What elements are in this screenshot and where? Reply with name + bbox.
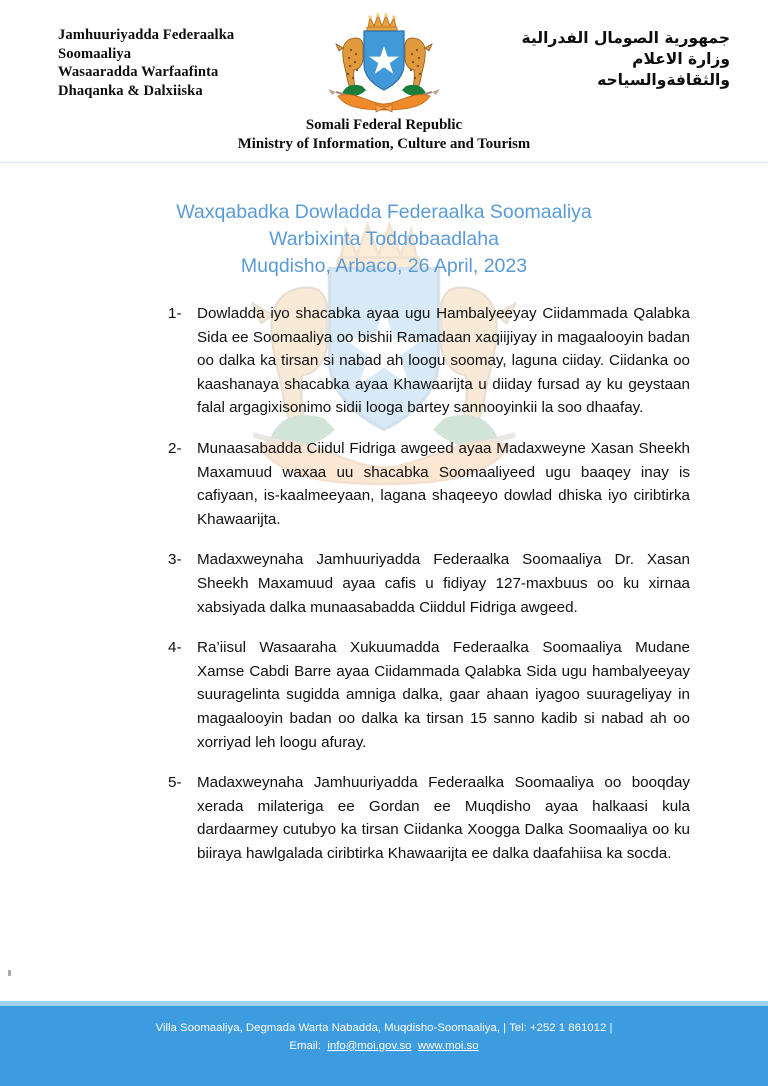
document-title-line-2: Warbixinta Toddobaadlaha — [269, 228, 499, 250]
document-content — [0, 163, 768, 865]
footer-website-link[interactable]: www.moi.so — [417, 1039, 479, 1052]
somali-coat-of-arms-icon — [318, 8, 450, 116]
document-title-line-3: Muqdisho, Arbaco, 26 April, 2023 — [240, 255, 528, 277]
document-header — [0, 0, 768, 163]
document-body — [0, 163, 768, 1001]
list-item-text: Madaxweynaha Jamhuuriyadda Federaalka Soomaaliya Dr. Xasan Sheekh Maxamuud ayaa cafis u fidiyay 127-maxbuus oo ku xirnaa xabsiyada dalka munaasabadda Ciiddul Fidriga awgeed. — [197, 551, 690, 616]
list-item-text: Ra’iisul Wasaaraha Xukuumadda Federaalka Soomaaliya Mudane Xamse Cabdi Barre ayaa Ciidammada Qalabka Sida ugu hambalyeeyay suuragelinta sugidda amniga dalka, gaar ahaan iyagoo suurageliyay in magaalooyin badan oo dalka ka tirsan 15 sanno kadib si nabad ah oo xorriyad leh loogu afuray. — [197, 639, 690, 751]
header-center-title — [0, 116, 768, 154]
footer-email-label: Email: — [289, 1039, 322, 1052]
list-item-text: Dowladda iyo shacabka ayaa ugu Hambalyeeyay Ciidammada Qalabka Sida ee Soomaaliya oo bishii Ramadaan xaqiijiyay in magaalooyin badan oo dalka ka tirsan si nabad ah loogu soomay, laguna ciiday. Ciidanka oo kaashanaya shacabka ayaa Khawaarijta u diiday fursad ay ku geystaan falal argagixisonimo sidii looga bartey sannooyinkii la soo dhaafay. — [197, 305, 690, 417]
header-top-row — [0, 0, 768, 110]
list-item — [168, 771, 690, 865]
document-title-line-1: Waxqabadka Dowladda Federaalka Soomaaliya — [176, 201, 592, 223]
list-item — [168, 302, 690, 420]
list-item-number: 1- — [168, 305, 182, 322]
header-right-arabic-text — [470, 28, 730, 91]
header-arabic-line-2: وزارة الاعلام — [632, 50, 730, 68]
header-center-line-1: Somali Federal Republic — [305, 117, 463, 133]
list-item — [168, 636, 690, 754]
list-item-number: 5- — [168, 774, 182, 792]
list-item-text: Madaxweynaha Jamhuuriyadda Federaalka Soomaaliya oo booqday xerada milateriga ee Gordan ee Muqdisho ayaa halkaasi kula dardaarmey cutubyo ka tirsan Ciidanka Xoogga Dalka Soomaaliya oo ku biiraya hawlgalada ciribtirka Khawaarijta ee dalka daafahiisa ka socda. — [197, 774, 690, 862]
header-left-line-3: Wasaaradda Warfaafinta — [58, 64, 219, 80]
header-left-line-1: Jamhuuriyadda Federaalka — [58, 27, 235, 43]
list-item-number: 3- — [168, 551, 182, 569]
footer-address-line: Villa Soomaaliya, Degmada Warta Nabadda, Muqdisho-Soomaaliya, | Tel: +252 1 861012 | — [155, 1022, 613, 1034]
header-center-line-2: Ministry of Information, Culture and Tourism — [237, 136, 531, 152]
list-item — [168, 548, 690, 619]
footer-email-line — [0, 1038, 768, 1056]
stray-artifact-mark — [8, 970, 11, 976]
list-item — [168, 437, 690, 531]
document-footer — [0, 1001, 768, 1086]
footer-email-link[interactable]: info@moi.gov.so — [327, 1039, 412, 1052]
document-title — [0, 163, 768, 280]
list-item-number: 4- — [168, 639, 182, 657]
header-left-line-4: Dhaqanka & Dalxiiska — [58, 82, 203, 99]
footer-contact-block — [0, 1006, 768, 1055]
header-arabic-line-1: جمهورية الصومال الفدرالية — [521, 29, 730, 47]
header-left-somali-text — [58, 26, 323, 100]
list-item-text: Munaasabadda Ciidul Fidriga awgeed ayaa Madaxweyne Xasan Sheekh Maxamuud waxaa uu shacabka Soomaaliyeed ugu baaqey inay is cafiyaan, is-kaalmeeyaan, lagana shaqeeyo dowlad dhiska iyo ciribtirka Khawaarijta. — [197, 439, 690, 528]
list-item-number: 2- — [168, 439, 182, 457]
news-items-list — [0, 280, 768, 865]
header-arabic-line-3: والثقافةوالسياحه — [597, 71, 730, 89]
header-left-line-2: Soomaaliya — [58, 45, 132, 62]
